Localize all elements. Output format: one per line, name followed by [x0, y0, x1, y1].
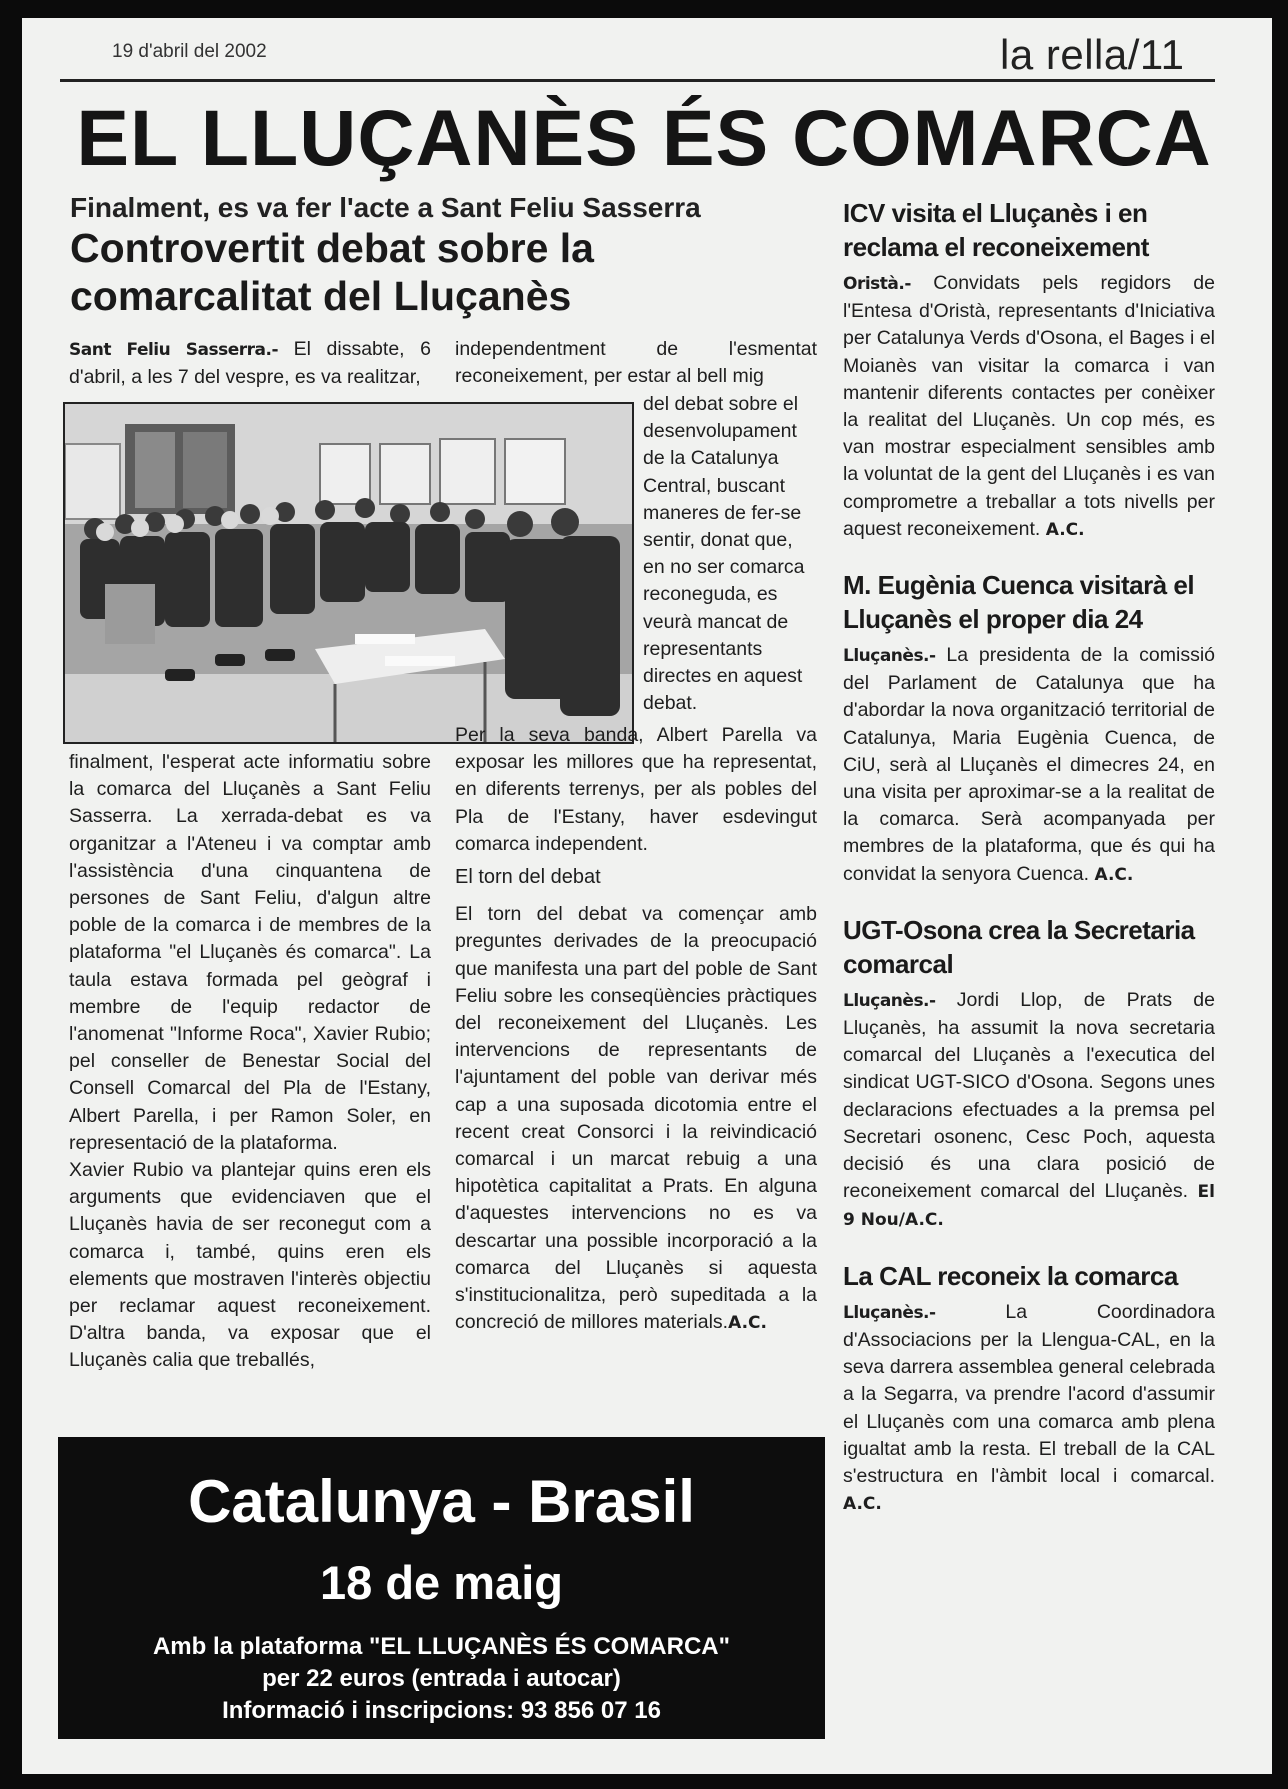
sidebar-story-text: La Coordinadora d'Associacions per la Llengua-CAL, en la seva darrera assemblea general celebrada a la Segarra, va prendre l'acord d'assumir el Lluçanès com una comarca amb plena igualtat amb la resta. El treball de la CAL s'estructura en l'àmbit local i comarcal. [843, 1300, 1215, 1487]
sidebar-story [843, 1259, 1215, 1519]
column-2-paragraph: Per la seva banda, Albert Parella va exposar les millores que ha representat, en diferents terrenys, per als pobles del Pla de l'Estany, haver esdevingut comarca independent. [455, 724, 817, 855]
column-1-top [69, 336, 431, 391]
ad-date: 18 de maig [320, 1556, 563, 1609]
sidebar-story-title: UGT-Osona crea la Secretaria comarcal [843, 914, 1195, 979]
page-number: la rella/11 [1000, 31, 1185, 78]
column-2-top: independentment de l'esmentat reconeixement, per estar al bell mig [455, 338, 817, 388]
header-rule [60, 79, 1215, 82]
sidebar-story-title: La CAL reconeix la comarca [843, 1260, 1178, 1291]
sidebar-story-body [843, 642, 1215, 889]
sidebar-story-signature: El 9 Nou/A.C. [843, 1182, 1215, 1231]
sidebar-story-dateline: Lluçanès.- [843, 646, 936, 667]
sidebar-story-signature: A.C. [1094, 864, 1134, 885]
column-2-paragraph [455, 901, 817, 1337]
sidebar-story-title: ICV visita el Lluçanès i en reclama el reconeixement [843, 198, 1149, 262]
article-kicker: Finalment, es va fer l'acte a Sant Feliu Sasserra [70, 192, 701, 223]
column-2-rest [455, 722, 817, 1337]
ad-line: per 22 euros (entrada i autocar) [262, 1665, 621, 1692]
article-signature: A.C. [728, 1313, 767, 1334]
sidebar-story [843, 913, 1215, 1235]
sidebar-story-text: Jordi Llop, de Prats de Lluçanès, ha assumit la nova secretaria comarcal del Lluçanès a l'executica del sindicat UGT-SICO d'Osona. Segons unes declaracions efectuades a la premsa pel Secretari osonenc, Cesc Poch, aquesta decisió és una clara posició de reconeixement comarcal del Lluçanès. [843, 988, 1215, 1203]
column-2-narrow: del debat sobre el desenvolupament de la Catalunya Central, buscant maneres de fer-se sentir, donat que, en no ser comarca reconeguda, es veurà mancat de representants directes en aquest debat. [643, 393, 805, 715]
section-subhead: El torn del debat [455, 866, 601, 889]
issue-date: 19 d'abril del 2002 [112, 41, 267, 62]
column-1-bottom [69, 749, 431, 1375]
column-2-text: El torn del debat va començar amb preguntes derivades de la preocupació que manifesta una part del poble de Sant Feliu sobre les conseqüències pràctiques del reconeixement del Lluçanès. Les intervencions de representants de l'ajuntament del poble van derivar més cap a una suposada dicotomia entre el recent creat Consorci i la reivindicació comarcal i un marcat rebuig a una hipotètica capitalitat a Prats. En alguna d'aquestes intervencions no es va descartar una possible incorporació a la comarca del Lluçanès si aquesta s'institucionalitza, però supeditada a la concreció de millores materials. [455, 903, 817, 1334]
meeting-photo [63, 402, 634, 744]
column-1-paragraph: finalment, l'esperat acte informatiu sobre la comarca del Lluçanès a Sant Feliu Sasserra. La xerrada-debat es va organitzar a l'Ateneu i va comptar amb l'assistència d'una cinquantena de persones de Sant Feliu, d'algun altre poble de la comarca i de membres de la plataforma "el Lluçanès és comarca". La taula estava formada pel geògraf i membre de l'equip redactor de l'anomenat "Informe Roca", Xavier Rubio; pel conseller de Benestar Social del Consell Comarcal del Pla de l'Estany, Albert Parella, i per Ramon Soler, en representació de la plataforma. [69, 751, 431, 1154]
sidebar-story-signature: A.C. [843, 1494, 882, 1515]
advertisement-box [58, 1437, 825, 1739]
sidebar-story-body [843, 1299, 1215, 1519]
sidebar-story-dateline: Lluçanès.- [843, 1302, 936, 1323]
ad-line: Amb la plataforma "EL LLUÇANÈS ÉS COMARCA" [152, 1633, 731, 1660]
column-1-paragraph: Xavier Rubio va plantejar quins eren els arguments que evidenciaven que el Lluçanès havia de ser reconegut com a comarca i, també, quins eren els elements que mostraven l'interès objectiu per reclamar aquest reconeixement. D'altra banda, va exposar que el Lluçanès calia que treballés, [69, 1159, 431, 1372]
sidebar [843, 196, 1215, 1518]
column-1-top-text: El dissabte, 6 d'abril, a les 7 del vespre, es va realitzar, [69, 338, 431, 389]
article-title: Controvertit debat sobre la comarcalitat del Lluçanès [70, 225, 594, 319]
sidebar-story-signature: A.C. [1045, 519, 1085, 540]
page-headline: EL LLUÇANÈS ÉS COMARCA [76, 93, 1212, 182]
sidebar-story-dateline: Lluçanès.- [843, 990, 936, 1011]
sidebar-story-title: M. Eugènia Cuenca visitarà el Lluçanès el proper dia 24 [843, 570, 1195, 635]
meeting-photo-image [65, 404, 632, 742]
sidebar-story-dateline: Oristà.- [843, 274, 911, 294]
article-dateline: Sant Feliu Sasserra.- [69, 340, 279, 360]
sidebar-story [843, 568, 1215, 889]
ad-title: Catalunya - Brasil [188, 1468, 695, 1535]
sidebar-story-text: La presidenta de la comissió del Parlament de Catalunya que ha d'abordar la nova organització territorial de Catalunya, Maria Eugènia Cuenca, de CiU, serà al Lluçanès el dimecres 24, en una visita per aproximar-se a la realitat de la comarca. Serà acompanyada per membres de la plataforma, que és qui ha convidat la senyora Cuenca. [843, 644, 1216, 885]
sidebar-story-body [843, 270, 1215, 544]
ad-line: Informació i inscripcions: 93 856 07 16 [222, 1697, 661, 1724]
ad-details [58, 1631, 825, 1727]
sidebar-story-body [843, 987, 1215, 1235]
sidebar-story-text: Convidats pels regidors de l'Entesa d'Oristà, representants d'Iniciativa per Catalunya Verds d'Osona, el Bages i el Moianès van visitar la comarca i van mantenir diferents contactes per conèixer la realitat del Lluçanès. Un cop més, es van mostrar especialment sensibles amb la voluntat de la gent del Lluçanès i es van comprometre a treballar a tots nivells per aquest reconeixement. [843, 272, 1215, 540]
sidebar-story [843, 196, 1215, 544]
